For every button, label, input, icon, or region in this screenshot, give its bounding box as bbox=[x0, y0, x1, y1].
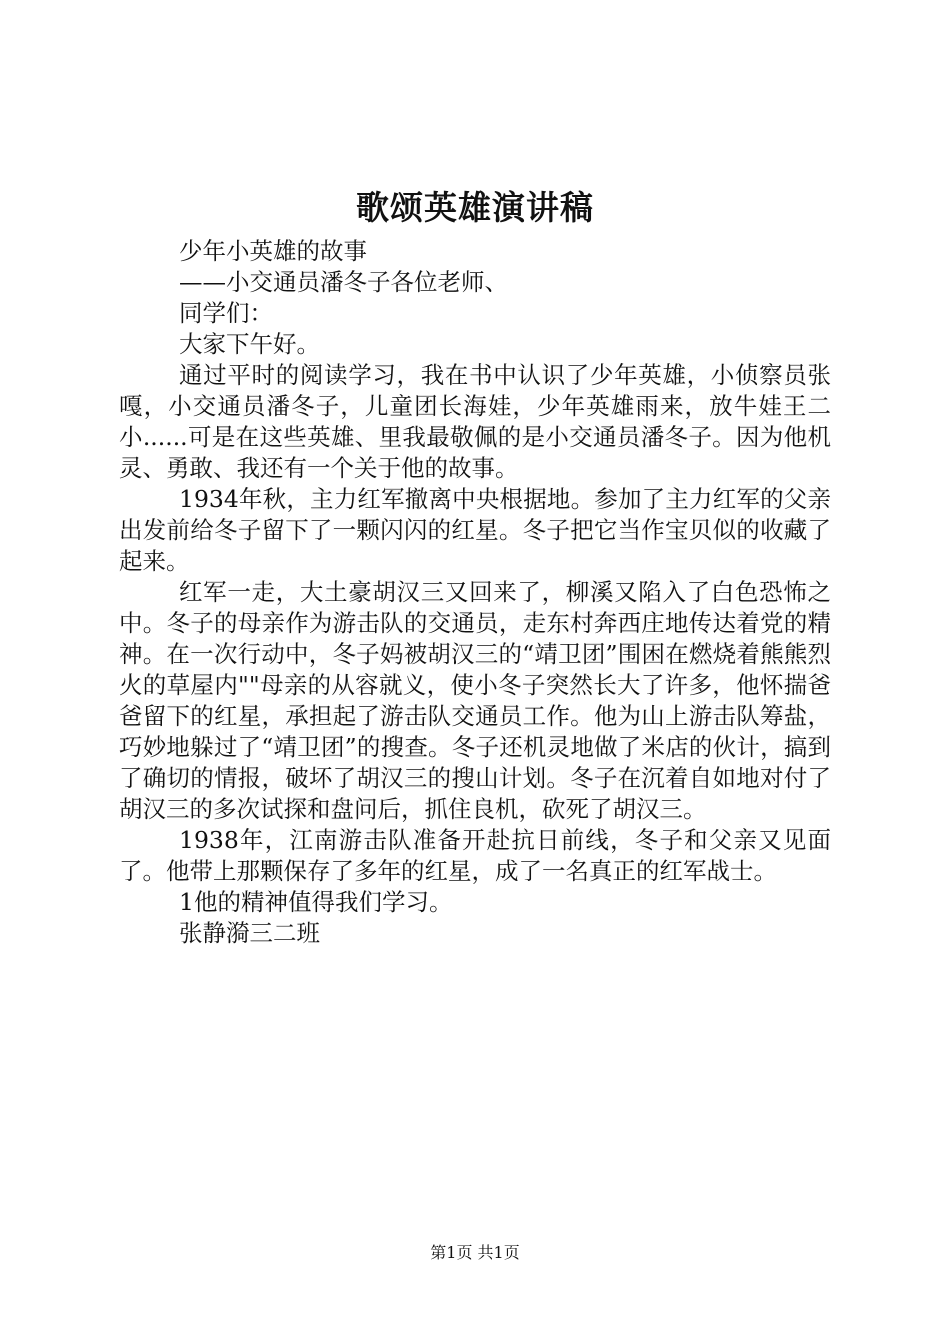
paragraph-1934: 1934年秋，主力红军撤离中央根据地。参加了主力红军的父亲出发前给冬子留下了一颗闪闪的红星。冬子把它当作宝贝似的收藏了起来。 bbox=[119, 485, 831, 575]
paragraph-subtitle: ——小交通员潘冬子各位老师、 bbox=[179, 268, 508, 296]
paragraph-story-title: 少年小英雄的故事 bbox=[179, 237, 367, 265]
paragraph-conclusion: 1他的精神值得我们学习。 bbox=[179, 888, 453, 916]
document-title: 歌颂英雄演讲稿 bbox=[356, 188, 594, 227]
paragraph-intro: 通过平时的阅读学习，我在书中认识了少年英雄，小侦察员张嘎，小交通员潘冬子，儿童团长海娃，少年英雄雨来，放牛娃王二小......可是在这些英雄、里我最敬佩的是小交通员潘冬子。因为他机灵、勇敢、我还有一个关于他的故事。 bbox=[119, 361, 831, 482]
paragraph-1938: 1938年，江南游击队准备开赴抗日前线，冬子和父亲又见面了。他带上那颗保存了多年的红星，成了一名真正的红军战士。 bbox=[119, 826, 831, 885]
paragraph-salutation: 同学们： bbox=[179, 299, 273, 327]
paragraph-greeting: 大家下午好。 bbox=[179, 330, 320, 358]
document-body bbox=[119, 236, 831, 949]
page-footer: 第1页 共1页 bbox=[430, 1243, 520, 1262]
paragraph-author: 张静漪三二班 bbox=[179, 919, 320, 947]
paragraph-red-army-leaves: 红军一走，大土豪胡汉三又回来了，柳溪又陷入了白色恐怖之中。冬子的母亲作为游击队的交通员，走东村奔西庄地传达着党的精神。在一次行动中，冬子妈被胡汉三的“靖卫团”围困在燃烧着熊熊烈火的草屋内""母亲的从容就义，使小冬子突然长大了许多，他怀揣爸爸留下的红星，承担起了游击队交通员工作。他为山上游击队筹盐，巧妙地躲过了“靖卫团”的搜查。冬子还机灵地做了米店的伙计，搞到了确切的情报，破坏了胡汉三的搜山计划。冬子在沉着自如地对付了胡汉三的多次试探和盘问后，抓住良机，砍死了胡汉三。 bbox=[119, 578, 831, 823]
